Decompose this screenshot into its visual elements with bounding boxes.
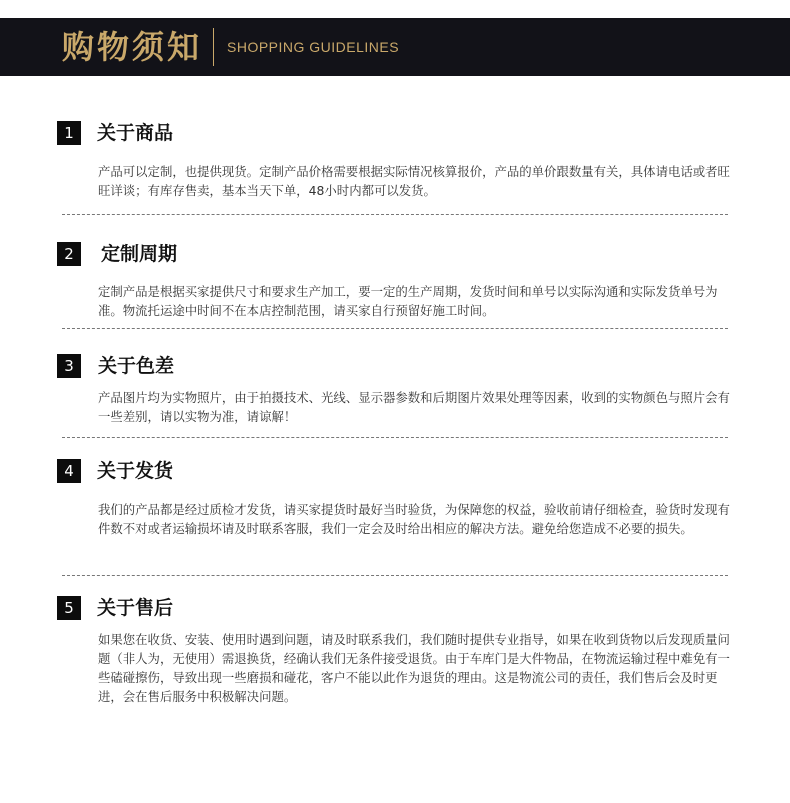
section-divider [62,328,728,329]
section-text: 如果您在收货、安装、使用时遇到问题，请及时联系我们，我们随时提供专业指导，如果在收到货物以后发现质量问题（非人为，无使用）需退换货，经确认我们无条件接受退货。由于车库门是大件物品，在物流运输过程中难免有一些磕碰擦伤，导致出现一些磨损和碰花，客户不能以此作为退货的理由。这是物流公司的责任，我们售后会及时更进，会在售后服务中积极解决问题。 [98,632,730,704]
page-subtitle: SHOPPING GUIDELINES [227,39,400,55]
section-number: 1 [57,121,81,145]
section-title: 关于售后 [97,597,174,619]
section-number: 4 [57,459,81,483]
section-title: 关于色差 [98,355,175,377]
section-text: 定制产品是根据买家提供尺寸和要求生产加工，要一定的生产周期，发货时间和单号以实际沟通和实际发货单号为准。物流托运途中时间不在本店控制范围，请买家自行预留好施工时间。 [98,284,718,318]
page-title: 购物须知 [62,28,203,66]
section-title: 关于发货 [97,460,174,482]
header-banner [0,18,790,76]
section-divider [62,437,728,438]
section-text: 我们的产品都是经过质检才发货，请买家提货时最好当时验货，为保障您的权益，验收前请仔细检查，验货时发现有件数不对或者运输损坏请及时联系客服，我们一定会及时给出相应的解决方法。避免给您造成不必要的损失。 [98,502,730,536]
section-number: 3 [57,354,81,378]
section-number: 2 [57,242,81,266]
section-title: 定制周期 [101,243,178,265]
section-text: 产品可以定制，也提供现货。定制产品价格需要根据实际情况核算报价，产品的单价跟数量有关，具体请电话或者旺旺详谈；有库存售卖，基本当天下单，48小时内都可以发货。 [98,164,730,198]
section-divider [62,214,728,215]
section-text: 产品图片均为实物照片，由于拍摄技术、光线、显示器参数和后期图片效果处理等因素，收到的实物颜色与照片会有一些差别，请以实物为准，请谅解！ [98,390,730,424]
section-divider [62,575,728,576]
section-number: 5 [57,596,81,620]
section-title: 关于商品 [97,122,174,144]
title-divider [213,28,214,66]
